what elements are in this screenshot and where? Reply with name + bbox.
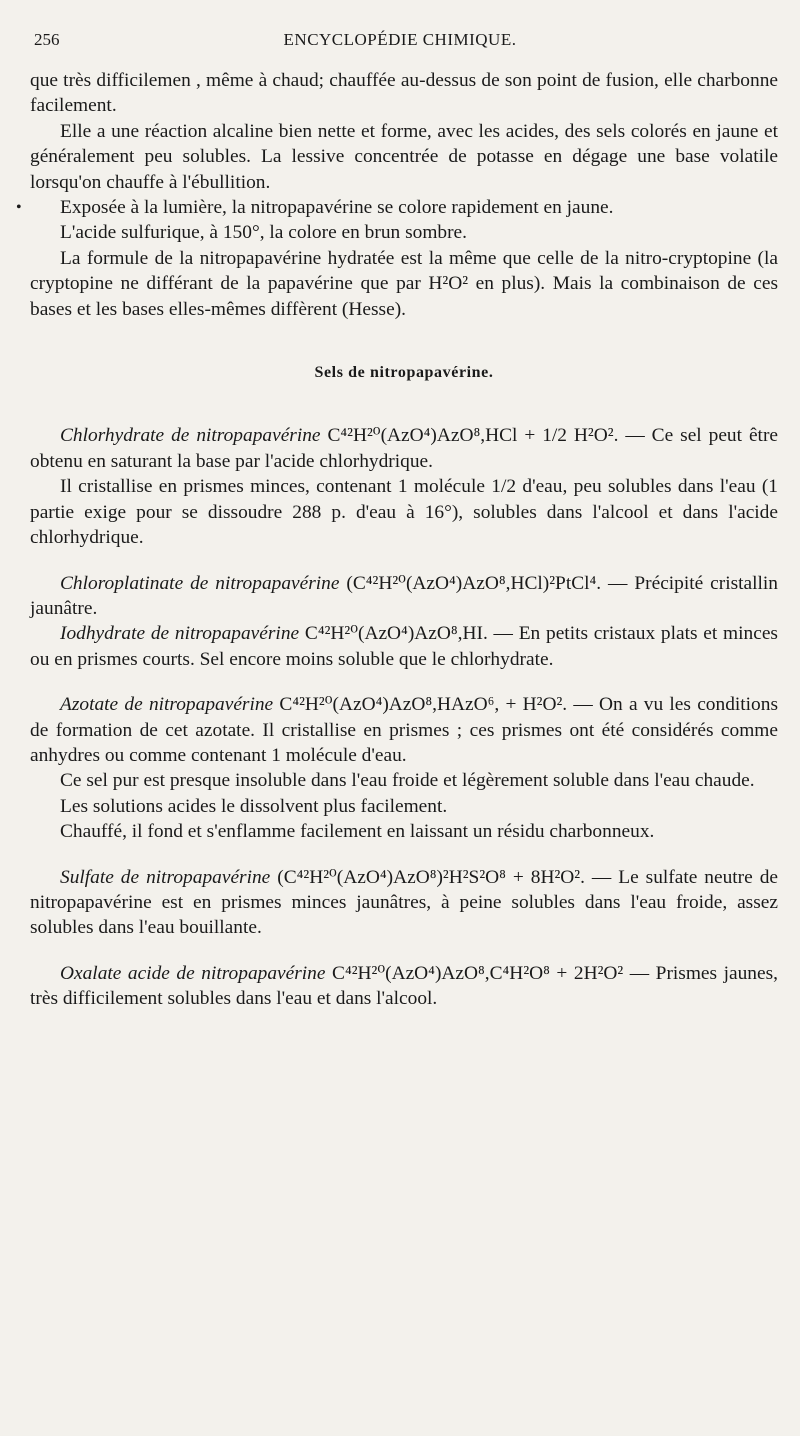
entry-title: Azotate de nitropapavérine	[60, 694, 274, 716]
entry-title: Iodhydrate de nitropapavérine	[60, 623, 300, 645]
entry-text: C⁴²H²⁰(AzO⁴)AzO⁸,HAzO⁶, + H²O². — On a vu les conditions de formation de cet azotate. Il cristallise en prismes ; ces prismes ont été considérés comme anhydres ou comme contenant 1 molécule d'eau.	[30, 694, 778, 766]
page-body	[16, 68, 779, 1012]
entry-chlorhydrate	[30, 423, 778, 474]
paragraph-light-text: Exposée à la lumière, la nitropapavérine se colore rapidement en jaune.	[60, 197, 614, 219]
entry-chlorhydrate-details: Il cristallise en prismes minces, contenant 1 molécule 1/2 d'eau, peu solubles dans l'eau (1 partie exige pour se dissoudre 288 p. d'eau à 16°), solubles dans l'alcool et dans l'acide chlorhydrique.	[30, 476, 778, 549]
entry-azotate-solubility: Ce sel pur est presque insoluble dans l'eau froide et légèrement soluble dans l'eau chaude.	[60, 770, 755, 792]
entry-iodhydrate	[30, 621, 778, 672]
entry-text: (C⁴²H²⁰(AzO⁴)AzO⁸)²H²S²O⁸ + 8H²O². — Le sulfate neutre de nitropapavérine est en prismes minces jaunâtres, à peine solubles dans l'eau froide, assez solubles dans l'eau bouillante.	[30, 866, 778, 939]
entry-text: C⁴²H²⁰(AzO⁴)AzO⁸,HCl + 1/2 H²O². — Ce sel peut être obtenu en saturant la base par l'acide chlorhydrique.	[30, 425, 779, 472]
paragraph-sulfuric-acid: L'acide sulfurique, à 150°, la colore en brun sombre.	[60, 222, 468, 244]
entry-azotate-acids: Les solutions acides le dissolvent plus facilement.	[60, 795, 448, 817]
entry-title: Oxalate acide de nitropapavérine	[60, 962, 326, 984]
section-heading: Sels de nitropapavérine.	[314, 364, 494, 382]
entry-azotate	[30, 692, 778, 768]
entry-title: Sulfate de nitropapavérine	[60, 866, 271, 888]
entry-text: C⁴²H²⁰(AzO⁴)AzO⁸,HI. — En petits cristaux plats et minces ou en prismes courts. Sel encore moins soluble que le chlorhydrate.	[30, 623, 778, 670]
paragraph-reaction: Elle a une réaction alcaline bien nette et forme, avec les acides, des sels colorés en jaune et généralement peu solubles. La lessive concentrée de potasse en dégage une base volatile lorsqu'on chauffe à l'ébullition.	[30, 120, 778, 193]
paragraph-continuation: que très difficilemen , même à chaud; chauffée au-dessus de son point de fusion, elle charbonne facilement.	[30, 70, 778, 117]
entry-sulfate	[30, 865, 778, 941]
entry-text: C⁴²H²⁰(AzO⁴)AzO⁸,C⁴H²O⁸ + 2H²O² — Prismes jaunes, très difficilement solubles dans l'eau et dans l'alcool.	[30, 962, 778, 1010]
page-number: 256	[34, 30, 60, 49]
entry-oxalate	[30, 961, 778, 1012]
entry-title: Chloroplatinate de nitropapavérine	[60, 572, 340, 594]
entry-text: (C⁴²H²⁰(AzO⁴)AzO⁸,HCl)²PtCl⁴. — Précipité cristallin jaunâtre.	[30, 572, 779, 619]
running-title: ENCYCLOPÉDIE CHIMIQUE.	[283, 30, 517, 49]
entry-title: Chlorhydrate de nitropapavérine	[60, 425, 321, 447]
page-header	[34, 30, 766, 56]
paragraph-formula: La formule de la nitropapavérine hydratée est la même que celle de la nitro-cryptopine (la cryptopine ne différant de la papavérine que par H²O² en plus). Mais la combinaison de ces bases et les bases elles-mêmes diffèrent (Hesse).	[30, 247, 778, 320]
entry-azotate-heating: Chauffé, il fond et s'enflamme facilement en laissant un résidu charbonneux.	[60, 821, 655, 843]
margin-bullet: •	[16, 199, 22, 217]
paragraph-light	[16, 195, 778, 220]
entry-chloroplatinate	[30, 571, 778, 622]
